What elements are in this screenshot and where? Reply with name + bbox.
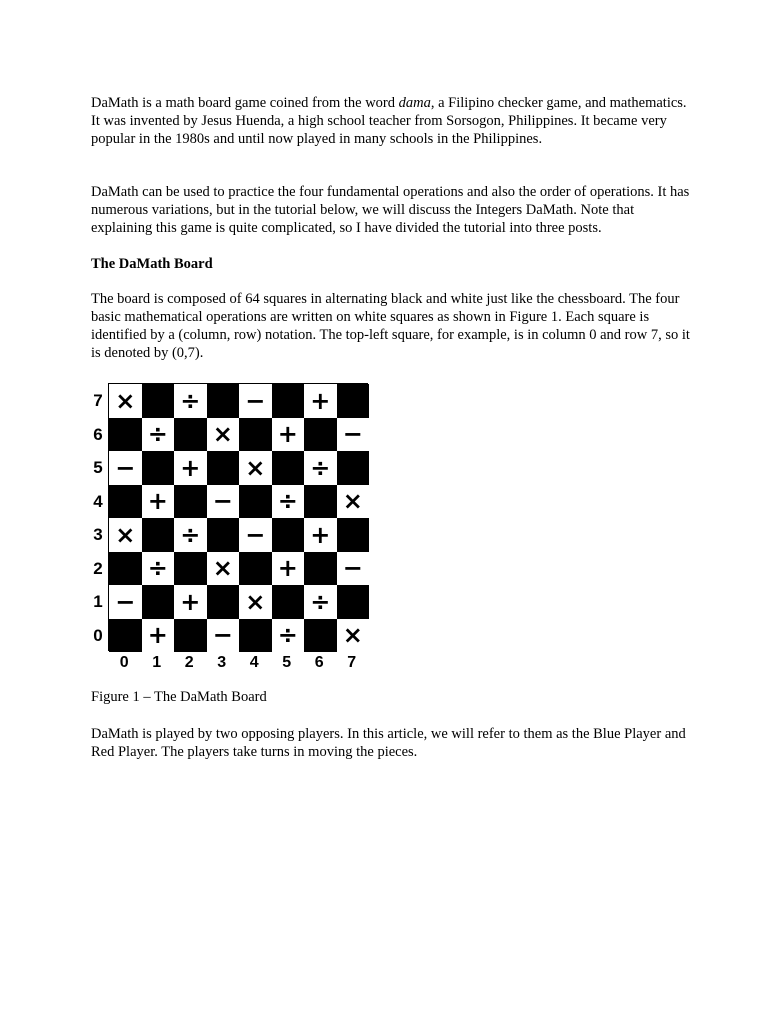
board-square-black xyxy=(239,619,272,653)
board-square-black xyxy=(109,485,142,519)
board-square-black xyxy=(142,384,175,418)
operation-symbol: + xyxy=(147,487,168,516)
column-label: 6 xyxy=(314,654,324,671)
board-square-black xyxy=(109,552,142,586)
board-square-black xyxy=(272,451,305,485)
board-square-black xyxy=(272,585,305,619)
board-square-black xyxy=(304,552,337,586)
board-square-black xyxy=(142,518,175,552)
operation-symbol: + xyxy=(180,587,201,616)
board-square-black xyxy=(337,518,370,552)
operation-symbol: × xyxy=(245,587,266,616)
board-square-white xyxy=(337,485,370,519)
board-square-white xyxy=(272,552,305,586)
row-label: 7 xyxy=(93,391,103,410)
operation-symbol: − xyxy=(245,386,266,415)
board-square-white xyxy=(142,485,175,519)
board-square-white xyxy=(174,384,207,418)
board-square-white xyxy=(272,619,305,653)
operation-symbol: ÷ xyxy=(147,554,168,583)
board-square-white xyxy=(109,585,142,619)
operation-symbol: ÷ xyxy=(310,587,331,616)
operation-symbol: + xyxy=(277,420,298,449)
operation-symbol: ÷ xyxy=(277,487,298,516)
board-square-white xyxy=(174,518,207,552)
board-square-black xyxy=(304,418,337,452)
operation-symbol: × xyxy=(115,386,136,415)
board-square-white xyxy=(174,451,207,485)
board-square-white xyxy=(239,384,272,418)
board-square-black xyxy=(109,418,142,452)
column-label: 5 xyxy=(282,654,292,671)
board-square-white xyxy=(207,552,240,586)
board-square-white xyxy=(142,619,175,653)
operations-paragraph: DaMath can be used to practice the four fundamental operations and also the order of operations. It has numerous variations, but in the tutorial below, we will discuss the Integers DaMath. Note that explaining this game is quite complicated, so I have divided the tutorial into three posts. xyxy=(91,184,690,236)
board-square-black xyxy=(174,552,207,586)
row-label: 5 xyxy=(93,458,103,477)
operation-symbol: − xyxy=(342,554,363,583)
board-square-black xyxy=(239,485,272,519)
operation-symbol: + xyxy=(180,453,201,482)
row-label: 1 xyxy=(93,592,103,611)
board-square-white xyxy=(207,418,240,452)
operation-symbol: − xyxy=(212,487,233,516)
operation-symbol: − xyxy=(115,587,136,616)
board-square-black xyxy=(304,485,337,519)
operation-symbol: ÷ xyxy=(147,420,168,449)
column-label: 1 xyxy=(152,654,162,671)
column-label: 0 xyxy=(119,654,129,671)
board-square-white xyxy=(337,619,370,653)
damath-board-grid xyxy=(108,383,368,651)
operation-symbol: − xyxy=(115,453,136,482)
board-square-white xyxy=(109,518,142,552)
board-square-white xyxy=(239,451,272,485)
operation-symbol: × xyxy=(342,621,363,650)
board-square-white xyxy=(304,384,337,418)
operation-symbol: × xyxy=(342,487,363,516)
board-square-black xyxy=(109,619,142,653)
operation-symbol: + xyxy=(310,520,331,549)
board-square-white xyxy=(272,485,305,519)
board-square-black xyxy=(272,518,305,552)
row-label: 6 xyxy=(93,424,103,444)
board-square-white xyxy=(304,451,337,485)
operation-symbol: ÷ xyxy=(310,453,331,482)
board-square-black xyxy=(337,585,370,619)
board-square-black xyxy=(174,485,207,519)
board-square-black xyxy=(272,384,305,418)
board-square-white xyxy=(239,518,272,552)
column-labels xyxy=(108,653,368,673)
board-square-white xyxy=(142,418,175,452)
board-square-white xyxy=(304,518,337,552)
board-square-black xyxy=(239,418,272,452)
board-square-black xyxy=(142,585,175,619)
board-square-black xyxy=(207,451,240,485)
operation-symbol: × xyxy=(212,554,233,583)
operation-symbol: + xyxy=(310,386,331,415)
operation-symbol: ÷ xyxy=(277,621,298,650)
board-square-black xyxy=(304,619,337,653)
row-label: 4 xyxy=(93,491,103,511)
intro-paragraph xyxy=(91,94,691,148)
board-square-white xyxy=(337,418,370,452)
board-square-black xyxy=(337,451,370,485)
board-square-white xyxy=(304,585,337,619)
column-label: 3 xyxy=(217,654,227,671)
board-square-white xyxy=(272,418,305,452)
column-label: 4 xyxy=(249,654,259,671)
operation-symbol: ÷ xyxy=(180,520,201,549)
figure-caption: Figure 1 – The DaMath Board xyxy=(91,689,267,705)
dama-word: dama xyxy=(398,95,431,111)
board-square-white xyxy=(337,552,370,586)
column-label: 2 xyxy=(184,654,194,671)
board-square-black xyxy=(239,552,272,586)
section-heading: The DaMath Board xyxy=(91,256,213,272)
operation-symbol: × xyxy=(115,520,136,549)
row-label: 0 xyxy=(93,625,103,645)
players-paragraph: DaMath is played by two opposing players. In this article, we will refer to them as the Blue Player and Red Player. The players take turns in moving the pieces. xyxy=(91,726,686,760)
row-label: 2 xyxy=(93,558,103,578)
operation-symbol: + xyxy=(147,621,168,650)
damath-board-figure xyxy=(89,382,379,674)
board-square-black xyxy=(207,384,240,418)
board-description-paragraph: The board is composed of 64 squares in alternating black and white just like the chessboard. The four basic mathematical operations are written on white squares as shown in Figure 1. Each square is identified by a (column, row) notation. The top-left square, for example, is in column 0 and row 7, so it is denoted by (0,7). xyxy=(91,291,690,361)
row-label: 3 xyxy=(93,525,103,544)
board-square-black xyxy=(207,585,240,619)
board-square-white xyxy=(174,585,207,619)
board-square-white xyxy=(207,619,240,653)
intro-text-start: DaMath is a math board game coined from the word xyxy=(91,95,399,111)
board-square-black xyxy=(337,384,370,418)
board-square-black xyxy=(207,518,240,552)
board-square-white xyxy=(207,485,240,519)
intro-text-end: , a Filipino checker game, and mathematics. It was invented by Jesus Huenda, a high school teacher from Sorsogon, Philippines. It became very popular in the 1980s and until now played in many schools in the Philippines. xyxy=(91,95,687,147)
operation-symbol: + xyxy=(277,554,298,583)
operation-symbol: ÷ xyxy=(180,386,201,415)
board-square-white xyxy=(239,585,272,619)
operation-symbol: × xyxy=(212,420,233,449)
board-square-black xyxy=(174,418,207,452)
operation-symbol: − xyxy=(212,621,233,650)
board-square-white xyxy=(142,552,175,586)
board-square-white xyxy=(109,384,142,418)
board-square-black xyxy=(174,619,207,653)
board-square-white xyxy=(109,451,142,485)
board-square-black xyxy=(142,451,175,485)
operation-symbol: − xyxy=(342,420,363,449)
column-label: 7 xyxy=(347,654,357,671)
operation-symbol: − xyxy=(245,520,266,549)
operation-symbol: × xyxy=(245,453,266,482)
